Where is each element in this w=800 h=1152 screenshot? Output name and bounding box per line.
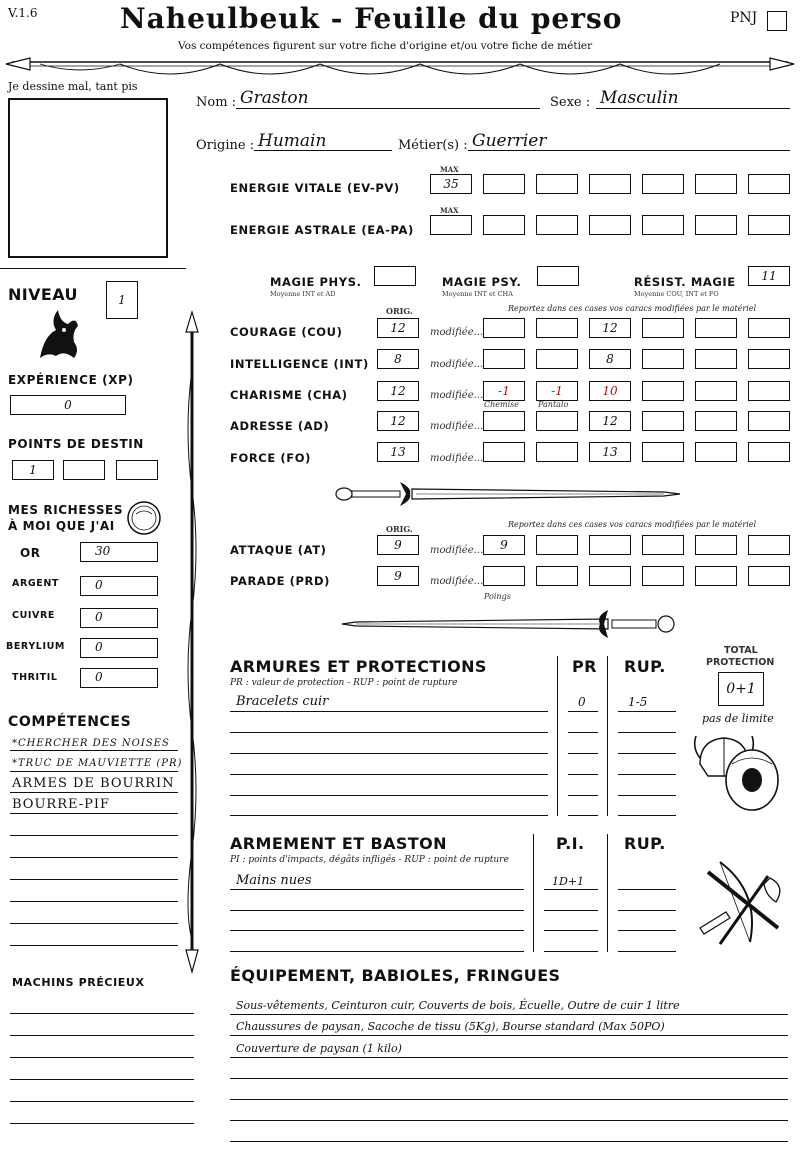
combat-note: Reportez dans ces cases vos caracs modifiées par le matériel [508, 520, 757, 529]
wealth-or-label: OR [20, 546, 41, 560]
attaque-mod-5[interactable] [695, 535, 737, 555]
carac-int-mod-1[interactable] [483, 349, 525, 369]
origine-label: Origine : [196, 138, 255, 153]
wealth-cuivre-box[interactable]: 0 [80, 608, 158, 628]
carac-modified-label: modifiée... [430, 327, 484, 338]
wealth-argent-label: ARGENT [12, 578, 59, 589]
sword-icon [334, 478, 684, 510]
attaque-label: ATTAQUE (AT) [230, 543, 327, 557]
magie-psy-label: MAGIE PSY. [442, 275, 522, 289]
helmet-shield-icon [692, 724, 782, 814]
carac-cha-mod-1[interactable]: -1 [483, 381, 525, 401]
total-protection-box[interactable]: 0+1 [718, 672, 764, 706]
carac-note: Reportez dans ces cases vos caracs modifiées par le matériel [508, 304, 757, 313]
skill-item: *TRUC DE MAUVIETTE (PR) [12, 758, 183, 769]
magie-psy-box[interactable] [537, 266, 579, 286]
wealth-berylium-box[interactable]: 0 [80, 638, 158, 658]
carac-ad-mod-4[interactable] [642, 411, 684, 431]
carac-modified-label: modifiée... [430, 453, 484, 464]
carac-ad-orig[interactable]: 12 [377, 411, 419, 431]
ea-box[interactable] [642, 215, 684, 235]
carac-modified-label: modifiée... [430, 421, 484, 432]
carac-cou-mod-6[interactable] [748, 318, 790, 338]
total-protection-label-2: PROTECTION [706, 657, 775, 668]
armor-pr-label: PR [572, 657, 597, 676]
dragon-icon [34, 306, 82, 362]
attaque-mod-2[interactable] [536, 535, 578, 555]
armor-title: ARMURES ET PROTECTIONS [230, 657, 487, 676]
carac-cha-mod-4[interactable] [642, 381, 684, 401]
ev-label: ENERGIE VITALE (EV-PV) [230, 181, 400, 195]
wealth-argent-box[interactable]: 0 [80, 576, 158, 596]
combat-orig-label: ORIG. [386, 524, 413, 534]
ev-max-label: MAX [440, 165, 459, 174]
attaque-mod-6[interactable] [748, 535, 790, 555]
attaque-mod-3[interactable] [589, 535, 631, 555]
weapons-icon [690, 852, 790, 952]
carac-cou-orig[interactable]: 12 [377, 318, 419, 338]
carac-int-mod-4[interactable] [642, 349, 684, 369]
ev-max-box[interactable]: 35 [430, 174, 472, 194]
ea-box[interactable] [695, 215, 737, 235]
weapons-title: ARMEMENT ET BASTON [230, 834, 447, 853]
weapon-row-name: Mains nues [236, 873, 312, 888]
carac-cou-mod-3[interactable]: 12 [589, 318, 631, 338]
carac-orig-label: ORIG. [386, 306, 413, 316]
carac-int-mod-3[interactable]: 8 [589, 349, 631, 369]
destin-box-1[interactable]: 1 [12, 460, 54, 480]
armor-row-name: Bracelets cuir [236, 694, 329, 709]
parade-mod-5[interactable] [695, 566, 737, 586]
ea-box[interactable] [483, 215, 525, 235]
ea-max-box[interactable] [430, 215, 472, 235]
carac-cou-mod-4[interactable] [642, 318, 684, 338]
ev-box[interactable] [748, 174, 790, 194]
ea-box[interactable] [748, 215, 790, 235]
carac-fo-mod-1[interactable] [483, 442, 525, 462]
wealth-thritil-label: THRITIL [12, 672, 58, 683]
carac-cha-label: CHARISME (CHA) [230, 388, 348, 402]
parade-mod-2[interactable] [536, 566, 578, 586]
attaque-mod-1[interactable]: 9 [483, 535, 525, 555]
spear-banner-icon [0, 50, 800, 82]
skill-item: *CHERCHER DES NOISES [12, 738, 170, 749]
armor-row-rup: 1-5 [628, 695, 648, 709]
carac-fo-mod-5[interactable] [695, 442, 737, 462]
destin-label: POINTS DE DESTIN [8, 437, 144, 451]
total-protection-label-1: TOTAL [724, 645, 758, 656]
carac-fo-mod-2[interactable] [536, 442, 578, 462]
carac-fo-mod-4[interactable] [642, 442, 684, 462]
carac-fo-mod-6[interactable] [748, 442, 790, 462]
parade-orig[interactable]: 9 [377, 566, 419, 586]
page-title: Naheulbeuk - Feuille du perso [120, 2, 623, 35]
pnj-label: PNJ [730, 10, 758, 26]
destin-box-2[interactable] [63, 460, 105, 480]
combat-mod-note: Poings [484, 592, 511, 601]
carac-int-mod-5[interactable] [695, 349, 737, 369]
ev-box[interactable] [483, 174, 525, 194]
attaque-orig[interactable]: 9 [377, 535, 419, 555]
combat-modified-label: modifiée... [430, 545, 484, 556]
equipment-item: Couverture de paysan (1 kilo) [236, 1042, 402, 1055]
nom-label: Nom : [196, 95, 237, 110]
carac-cou-mod-5[interactable] [695, 318, 737, 338]
ea-label: ENERGIE ASTRALE (EA-PA) [230, 223, 414, 237]
armor-sub: PR : valeur de protection - RUP : point de rupture [230, 678, 458, 688]
xp-box[interactable] [10, 395, 126, 415]
resist-magie-sub: Moyenne COU, INT et FO [634, 290, 719, 298]
combat-modified-label: modifiée... [430, 576, 484, 587]
carac-int-label: INTELLIGENCE (INT) [230, 357, 369, 371]
magie-phys-box[interactable] [374, 266, 416, 286]
equipment-item: Sous-vêtements, Ceinturon cuir, Couverts de bois, Écuelle, Outre de cuir 1 litre [236, 999, 680, 1012]
total-protection-note: pas de limite [702, 712, 774, 725]
page-subtitle: Vos compétences figurent sur votre fiche d'origine et/ou votre fiche de métier [178, 40, 593, 52]
parade-mod-1[interactable] [483, 566, 525, 586]
carac-ad-mod-6[interactable] [748, 411, 790, 431]
parade-label: PARADE (PRD) [230, 574, 330, 588]
skill-item: ARMES DE BOURRIN [12, 776, 175, 791]
ev-box[interactable] [589, 174, 631, 194]
pnj-checkbox[interactable] [767, 11, 787, 31]
carac-int-orig[interactable]: 8 [377, 349, 419, 369]
carac-cha-mod-5[interactable] [695, 381, 737, 401]
carac-cha-mod-2[interactable]: -1 [536, 381, 578, 401]
wealth-title-1: MES RICHESSES [8, 503, 124, 517]
carac-int-mod-6[interactable] [748, 349, 790, 369]
wealth-thritil-box[interactable]: 0 [80, 668, 158, 688]
sexe-value[interactable]: Masculin [600, 88, 679, 108]
parade-mod-3[interactable] [589, 566, 631, 586]
portrait-box[interactable] [8, 98, 168, 258]
ev-box[interactable] [695, 174, 737, 194]
carac-ad-mod-1[interactable] [483, 411, 525, 431]
xp-value: 0 [64, 398, 72, 412]
carac-ad-mod-2[interactable] [536, 411, 578, 431]
carac-cha-orig[interactable]: 12 [377, 381, 419, 401]
carac-fo-mod-3[interactable]: 13 [589, 442, 631, 462]
parade-mod-6[interactable] [748, 566, 790, 586]
magie-phys-sub: Moyenne INT et AD [270, 290, 336, 298]
ea-box[interactable] [589, 215, 631, 235]
metier-value[interactable]: Guerrier [472, 131, 547, 151]
armor-row-pr: 0 [578, 695, 586, 709]
weapons-pi-label: P.I. [556, 834, 585, 853]
skills-title: COMPÉTENCES [8, 714, 132, 730]
coin-icon [126, 500, 162, 536]
carac-fo-orig[interactable]: 13 [377, 442, 419, 462]
resist-magie-label: RÉSIST. MAGIE [634, 275, 736, 289]
ev-box[interactable] [536, 174, 578, 194]
sexe-label: Sexe : [550, 95, 591, 110]
precious-title: MACHINS PRÉCIEUX [12, 976, 145, 989]
armor-rup-label: RUP. [624, 657, 666, 676]
carac-ad-label: ADRESSE (AD) [230, 419, 330, 433]
carac-ad-mod-3[interactable]: 12 [589, 411, 631, 431]
carac-cou-mod-1[interactable] [483, 318, 525, 338]
weapon-row-pi: 1D+1 [552, 875, 585, 888]
niveau-value: 1 [118, 293, 126, 307]
carac-cha-mod-6[interactable] [748, 381, 790, 401]
weapons-sub: PI : points d'impacts, dégâts infligés - RUP : point de rupture [230, 855, 509, 865]
version-label: V.1.6 [8, 6, 38, 20]
carac-cha-note-1: Chemise [484, 400, 519, 409]
carac-fo-label: FORCE (FO) [230, 451, 311, 465]
wealth-title-2: À MOI QUE J'AI [8, 519, 115, 533]
sword-icon [340, 606, 680, 642]
carac-modified-label: modifiée... [430, 359, 484, 370]
carac-cou-mod-2[interactable] [536, 318, 578, 338]
carac-ad-mod-5[interactable] [695, 411, 737, 431]
origine-value[interactable]: Humain [258, 131, 327, 151]
magie-psy-sub: Moyenne INT et CHA [442, 290, 513, 298]
parade-mod-4[interactable] [642, 566, 684, 586]
equipment-title: ÉQUIPEMENT, BABIOLES, FRINGUES [230, 966, 561, 985]
ea-box[interactable] [536, 215, 578, 235]
metier-label: Métier(s) : [398, 138, 468, 153]
carac-modified-label: modifiée... [430, 390, 484, 401]
portrait-caption: Je dessine mal, tant pis [8, 80, 138, 93]
magie-phys-label: MAGIE PHYS. [270, 275, 362, 289]
resist-magie-box[interactable]: 11 [748, 266, 790, 286]
carac-cou-label: COURAGE (COU) [230, 325, 343, 339]
ev-box[interactable] [642, 174, 684, 194]
nom-value[interactable]: Graston [240, 88, 309, 108]
weapons-rup-label: RUP. [624, 834, 666, 853]
wealth-or-box[interactable]: 30 [80, 542, 158, 562]
carac-int-mod-2[interactable] [536, 349, 578, 369]
equipment-item: Chaussures de paysan, Sacoche de tissu (5Kg), Bourse standard (Max 50PO) [236, 1020, 665, 1033]
destin-box-3[interactable] [116, 460, 158, 480]
niveau-box[interactable] [106, 281, 138, 319]
attaque-mod-4[interactable] [642, 535, 684, 555]
wealth-berylium-label: BERYLIUM [6, 641, 65, 652]
xp-label: EXPÉRIENCE (XP) [8, 373, 134, 387]
carac-cha-note-2: Pantalo [538, 400, 569, 409]
skill-item: BOURRE-PIF [12, 797, 111, 812]
spear-vertical-icon [182, 310, 202, 974]
ea-max-label: MAX [440, 206, 459, 215]
wealth-cuivre-label: CUIVRE [12, 610, 55, 621]
niveau-label: NIVEAU [8, 285, 78, 304]
carac-cha-mod-3[interactable]: 10 [589, 381, 631, 401]
